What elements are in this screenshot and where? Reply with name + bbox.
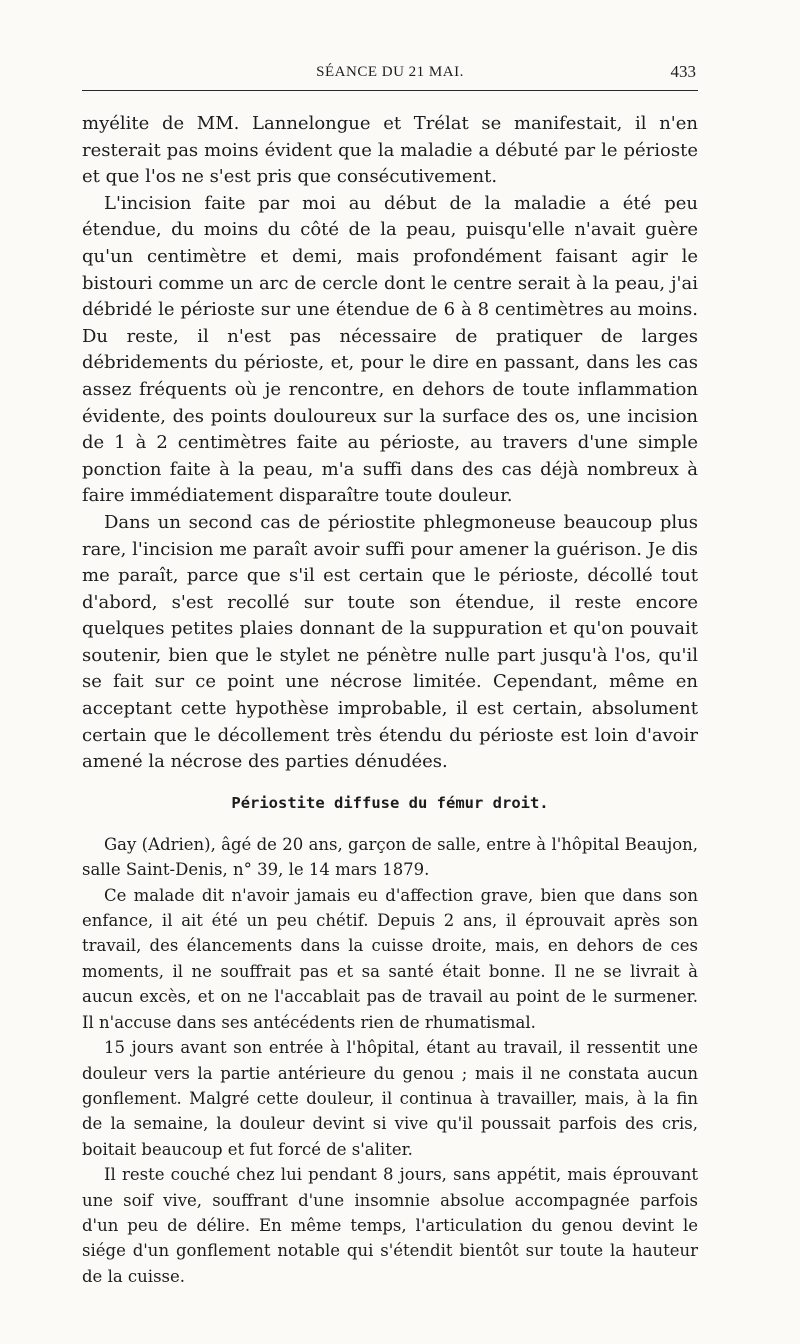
case-paragraph: Il reste couché chez lui pendant 8 jours, sans appétit, mais éprouvant une soif vive, souffrant d'une insomnie absolue accompagnée parfois d'un peu de délire. En même temps, l'articulation du genou devint le siége d'un gonflement notable qui s'étendit bientôt sur toute la hauteur de la cuisse. bbox=[82, 1165, 698, 1286]
page-header bbox=[82, 60, 698, 91]
paragraph: Dans un second cas de périostite phlegmoneuse beaucoup plus rare, l'incision me paraît avoir suffi pour amener la guérison. Je dis me paraît, parce que s'il est certain que le périoste, décollé tout d'abord, s'est recollé sur toute son étendue, il reste encore quelques petites plaies donnant de la suppuration et qu'on pouvait soutenir, bien que le stylet ne pénètre nulle part jusqu'à l'os, qu'il se fait sur ce point une nécrose limitée. Cependant, même en acceptant cette hypothèse improbable, il est certain, absolument certain que le décollement très étendu du périoste est loin d'avoir amené la nécrose des parties dénudées. bbox=[82, 511, 698, 773]
main-text bbox=[82, 111, 698, 776]
paragraph: L'incision faite par moi au début de la maladie a été peu étendue, du moins du côté de la peau, puisqu'elle n'avait guère qu'un centimètre et demi, mais profondément faisant agir le bistouri comme un arc de cercle dont le centre serait à la peau, j'ai débridé le périoste sur une étendue de 6 à 8 centimètres au moins. Du reste, il n'est pas nécessaire de pratiquer de larges débridements du périoste, et, pour le dire en passant, dans les cas assez fréquents où je rencontre, en dehors de toute inflammation évidente, des points douloureux sur la surface des os, une incision de 1 à 2 centimètres faite au périoste, au travers d'une simple ponction faite à la peau, m'a suffi dans des cas déjà nombreux à faire immédiatement disparaître toute douleur. bbox=[82, 192, 698, 507]
page-number: 433 bbox=[670, 62, 696, 81]
case-paragraph: 15 jours avant son entrée à l'hôpital, étant au travail, il ressentit une douleur vers la partie antérieure du genou ; mais il ne constata aucun gonflement. Malgré cette douleur, il continua à travailler, mais, à la fin de la semaine, la douleur devint si vive qu'il poussait parfois des cris, boitait beaucoup et fut forcé de s'aliter. bbox=[82, 1038, 698, 1159]
section-title: Périostite diffuse du fémur droit. bbox=[231, 793, 549, 812]
case-paragraph: Ce malade dit n'avoir jamais eu d'affection grave, bien que dans son enfance, il ait été un peu chétif. Depuis 2 ans, il éprouvait après son travail, des élancements dans la cuisse droite, mais, en dehors de ces moments, il ne souffrait pas et sa santé était bonne. Il ne se livrait à aucun excès, et on ne l'accablait pas de travail au point de le surmener. Il n'accuse dans ses antécédents rien de rhumatismal. bbox=[82, 885, 698, 1032]
paragraph: myélite de MM. Lannelongue et Trélat se manifestait, il n'en resterait pas moins évident que la maladie a débuté par le périoste et que l'os ne s'est pris que consécutivement. bbox=[82, 113, 698, 188]
case-paragraph: Gay (Adrien), âgé de 20 ans, garçon de salle, entre à l'hôpital Beaujon, salle Saint-Denis, n° 39, le 14 mars 1879. bbox=[82, 834, 698, 880]
running-head: SÉANCE DU 21 MAI. bbox=[316, 64, 464, 80]
book-page bbox=[82, 60, 698, 1289]
case-report bbox=[82, 832, 698, 1289]
